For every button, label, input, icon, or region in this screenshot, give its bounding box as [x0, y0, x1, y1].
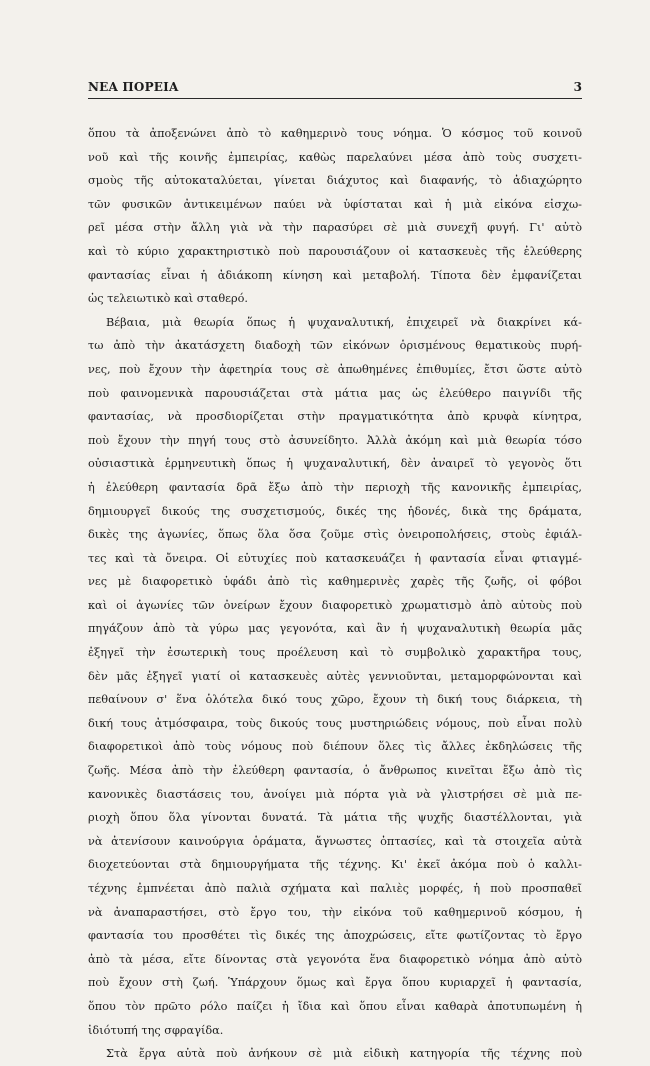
text-line: δὲν μᾶς ἐξηγεῖ γιατί οἱ κατασκευὲς αὐτὲς γεννιοῦνται, μεταμορφώνονται καὶ	[88, 669, 582, 683]
text-line: νες μὲ διαφορετικὸ ὑφάδι ἀπὸ τὶς καθημερινὲς χαρὲς τῆς ζωῆς, οἱ φόβοι	[88, 575, 582, 589]
text-line: δικὲς της ἀγωνίες, ὅπως ὅλα ὅσα ζοῦμε στὶς ὀνειροπολήσεις, στοὺς ἐφιάλ-	[88, 528, 582, 542]
text-line: ποὺ φαινομενικὰ παρουσιάζεται στὰ μάτια μας ὡς ἐλεύθερο παιγνίδι τῆς	[88, 386, 582, 400]
text-line: ζωῆς. Μέσα ἀπὸ τὴν ἐλεύθερη φαντασία, ὁ ἄνθρωπος κινεῖται ἔξω ἀπὸ τὶς	[88, 764, 582, 778]
body-text	[88, 122, 582, 1066]
text-line: διαφορετικοὶ ἀπὸ τοὺς νόμους ποὺ διέπουν ὅλες τὶς ἄλλες ἐκδηλώσεις τῆς	[88, 740, 582, 754]
text-line: φαντασία του προσθέτει τὶς δικές της ἀποχρώσεις, εἴτε φωτίζοντας τὸ ἔργο	[88, 929, 582, 943]
text-line: σμοὺς τῆς αὐτοκαταλύεται, γίνεται διάχυτος καὶ διαφανής, τὸ ἀδιαχώρητο	[88, 174, 582, 188]
text-line: νὰ ἀτενίσουν καινούργια ὁράματα, ἄγνωστες ὀπτασίες, καὶ τὰ στοιχεῖα αὐτὰ	[88, 834, 582, 848]
text-line: ἐξηγεῖ τὴν ἐσωτερικὴ τους προέλευση καὶ τὸ συμβολικὸ χαρακτῆρα τους,	[88, 646, 582, 660]
text-line: οὐσιαστικὰ ἑρμηνευτικὴ ὅπως ἡ ψυχαναλυτική, δὲν ἀναιρεῖ τὸ γεγονὸς ὅτι	[88, 457, 582, 471]
text-line: Στὰ ἔργα αὐτὰ ποὺ ἀνήκουν σὲ μιὰ εἰδικὴ κατηγορία τῆς τέχνης ποὺ	[106, 1047, 582, 1061]
text-line: δημιουργεῖ δικούς της συσχετισμούς, δικές της ἡδονές, δικὰ της δράματα,	[88, 504, 582, 518]
text-line: κανονικὲς διαστάσεις του, ἀνοίγει μιὰ πόρτα γιὰ νὰ γλιστρήσει σὲ μιὰ πε-	[88, 787, 582, 801]
header-rule	[88, 98, 582, 99]
text-line: δική τους ἀτμόσφαιρα, τοὺς δικούς τους μυστηριώδεις νόμους, ποὺ εἶναι πολὺ	[88, 716, 582, 730]
text-line: ποὺ ἔχουν τὴν πηγή τους στὸ ἀσυνείδητο. Ἀλλὰ ἀκόμη καὶ μιὰ θεωρία τόσο	[88, 433, 582, 447]
text-line: τες καὶ τὰ ὄνειρα. Οἱ εὐτυχίες ποὺ κατασκευάζει ἡ φαντασία εἶναι φτιαγμέ-	[88, 551, 582, 565]
text-line: ποὺ ἔχουν στὴ ζωή. Ὑπάρχουν ὅμως καὶ ἔργα ὅπου κυριαρχεῖ ἡ φαντασία,	[88, 976, 582, 990]
text-line: τέχνης ἐμπνέεται ἀπὸ παλιὰ σχήματα καὶ παλιὲς μορφές, ἡ ποὺ προσπαθεῖ	[88, 882, 582, 895]
text-line: ὡς τελειωτικὸ καὶ σταθερό.	[88, 292, 249, 306]
text-line: καὶ οἱ ἀγωνίες τῶν ὀνείρων ἔχουν διαφορετικὸ χρωματισμὸ ἀπὸ αὐτοὺς ποὺ	[88, 598, 582, 612]
text-line: ριοχὴ ὅπου ὅλα γίνονται δυνατά. Τὰ μάτια τῆς ψυχῆς διαστέλλονται, γιὰ	[88, 811, 582, 825]
text-line: τῶν φυσικῶν ἀντικειμένων παύει νὰ ὑφίσταται καὶ ἡ μιὰ εἰκόνα εἰσχω-	[88, 197, 582, 211]
text-line: νες, ποὺ ἔχουν τὴν ἀφετηρία τους σὲ ἀπωθημένες ἐπιθυμίες, ἔτσι ὥστε αὐτὸ	[88, 362, 582, 376]
text-line: ἀπὸ τὰ μέσα, εἴτε δίνοντας στὰ γεγονότα ἕνα διαφορετικὸ νόημα ἀπὸ αὐτὸ	[88, 952, 582, 966]
text-line: Βέβαια, μιὰ θεωρία ὅπως ἡ ψυχαναλυτική, ἐπιχειρεῖ νὰ διακρίνει κά-	[106, 315, 582, 329]
text-line: τω ἀπὸ τὴν ἀκατάσχετη διαδοχὴ τῶν εἰκόνων ὁρισμένους θεματικοὺς πυρή-	[88, 339, 582, 353]
text-line: πηγάζουν ἀπὸ τὰ γύρω μας γεγονότα, καὶ ἂν ἡ ψυχαναλυτικὴ θεωρία μᾶς	[88, 622, 582, 636]
text-line: διοχετεύονται στὰ δημιουργήματα τῆς τέχνης. Κι' ἐκεῖ ἀκόμα ποὺ ὁ καλλι-	[88, 858, 582, 872]
text-line: φαντασίας εἶναι ἡ ἀδιάκοπη κίνηση καὶ μεταβολή. Τίποτα δὲν ἐμφανίζεται	[88, 268, 582, 282]
text-line: ὅπου τὸν πρῶτο ρόλο παίζει ἡ ἴδια καὶ ὅπου εἶναι καθαρὰ ἀποτυπωμένη ἡ	[88, 999, 582, 1013]
running-title: ΝΕΑ ΠΟΡΕΙΑ	[88, 80, 179, 94]
text-line: νοῦ καὶ τῆς κοινῆς ἐμπειρίας, καθὼς παρελαύνει μέσα ἀπὸ τοὺς συσχετι-	[88, 150, 582, 164]
text-line: ἰδιότυπή της σφραγίδα.	[88, 1023, 224, 1037]
text-line: ρεῖ μέσα στὴν ἄλλη γιὰ νὰ τὴν παρασύρει σὲ μιὰ συνεχῆ φυγή. Γι' αὐτὸ	[88, 221, 582, 235]
text-line: πεθαίνουν σ' ἕνα ὁλότελα δικό τους χῶρο, ἔχουν τὴ δική τους διάρκεια, τὴ	[88, 693, 582, 707]
text-line: ἡ ἐλεύθερη φαντασία δρᾶ ἔξω ἀπὸ τὴν περιοχὴ τῆς κανονικῆς ἐμπειρίας,	[88, 480, 582, 494]
page-header	[88, 80, 582, 102]
text-line: φαντασίας, νὰ προσδιορίζεται στὴν πραγματικότητα ἀπὸ κρυφὰ κίνητρα,	[88, 410, 582, 424]
page-number: 3	[573, 80, 582, 94]
text-line: καὶ τὸ κύριο χαρακτηριστικὸ ποὺ παρουσιάζουν οἱ κατασκευὲς τῆς ἐλεύθερης	[88, 244, 582, 258]
text-line: ὅπου τὰ ἀποξενώνει ἀπὸ τὸ καθημερινὸ τους νόημα. Ὁ κόσμος τοῦ κοινοῦ	[88, 127, 582, 140]
text-line: νὰ ἀναπαραστήσει, στὸ ἔργο του, τὴν εἰκόνα τοῦ καθημερινοῦ κόσμου, ἡ	[88, 905, 582, 919]
